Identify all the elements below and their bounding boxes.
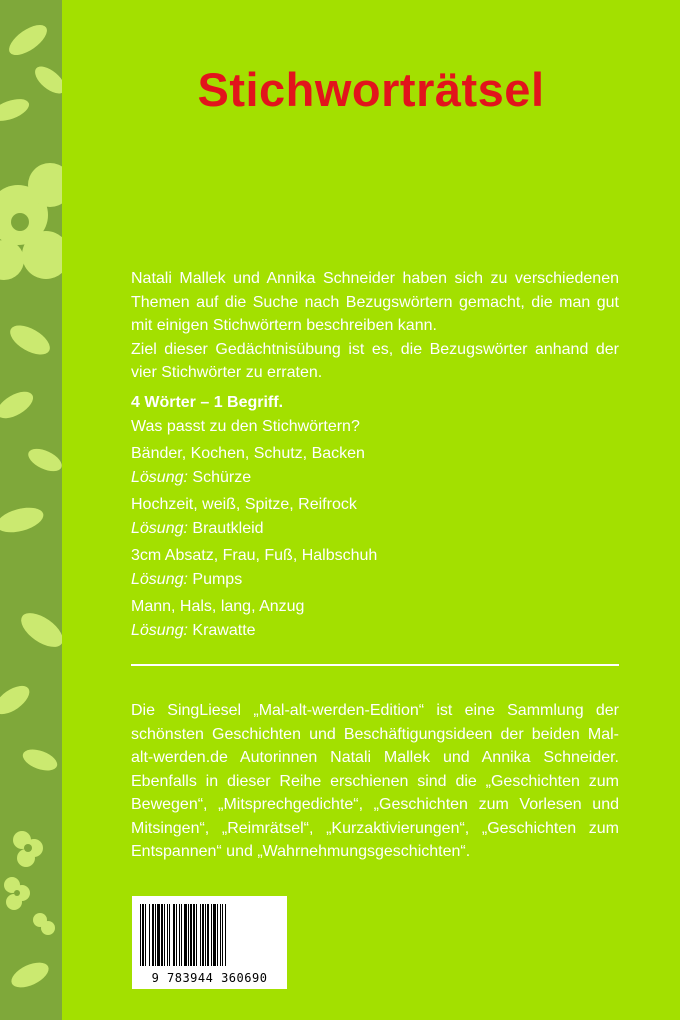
series-paragraph: Die SingLiesel „Mal-alt-werden-Edition“ ist eine Sammlung der schönsten Geschichten und Beschäftigungsideen der beiden Mal-alt-werden.de Autorinnen Natali Mallek und Annika Schneider. Ebenfalls in dieser Reihe erschienen sind die „Geschichten zum Bewegen“, „Mitsprechgedichte“, „Geschichten zum Vorlesen und Mitsingen“, „Reimrätsel“, „Kurzaktivierungen“, „Geschichten zum Entspannen“ und „Wahrnehmungsgeschichten“.	[131, 702, 619, 860]
quiz-clues: Hochzeit, weiß, Spitze, Reifrock	[131, 496, 357, 513]
quiz-clues: Mann, Hals, lang, Anzug	[131, 598, 305, 615]
quiz-solution: Schürze	[192, 468, 252, 486]
floral-side-strip	[0, 0, 62, 1020]
quiz-item	[131, 442, 619, 489]
solution-label: Lösung:	[131, 621, 188, 639]
section-divider	[131, 664, 619, 666]
barcode-icon	[138, 904, 281, 966]
floral-pattern-icon	[0, 0, 62, 1020]
quiz-heading: 4 Wörter – 1 Begriff.	[131, 394, 284, 411]
quiz-item	[131, 544, 619, 591]
isbn-number: 9 783944 360690	[151, 971, 268, 985]
intro-paragraph-1: Natali Mallek und Annika Schneider haben sich zu verschiedenen Themen auf die Suche nach Bezugswörtern gemacht, die man gut mit einigen Stichwörtern beschreiben kann.	[131, 270, 619, 334]
quiz-clues: 3cm Absatz, Frau, Fuß, Halbschuh	[131, 547, 378, 564]
page-title: Stichworträtsel	[197, 63, 545, 116]
barcode	[132, 896, 287, 989]
intro-paragraph-2: Ziel dieser Gedächtnisübung ist es, die Bezugswörter anhand der vier Stichwörter zu erraten.	[131, 340, 619, 381]
solution-label: Lösung:	[131, 468, 188, 486]
intro-text	[131, 267, 619, 385]
series-description	[131, 699, 619, 864]
quiz-solution: Brautkleid	[192, 519, 264, 537]
solution-label: Lösung:	[131, 570, 188, 588]
quiz-item	[131, 595, 619, 642]
quiz-question: Was passt zu den Stichwörtern?	[131, 417, 360, 435]
solution-label: Lösung:	[131, 519, 188, 537]
quiz-item	[131, 493, 619, 540]
quiz-solution: Pumps	[192, 570, 243, 588]
quiz-clues: Bänder, Kochen, Schutz, Backen	[131, 445, 365, 462]
quiz-solution: Krawatte	[192, 621, 256, 639]
quiz-section	[131, 391, 619, 642]
